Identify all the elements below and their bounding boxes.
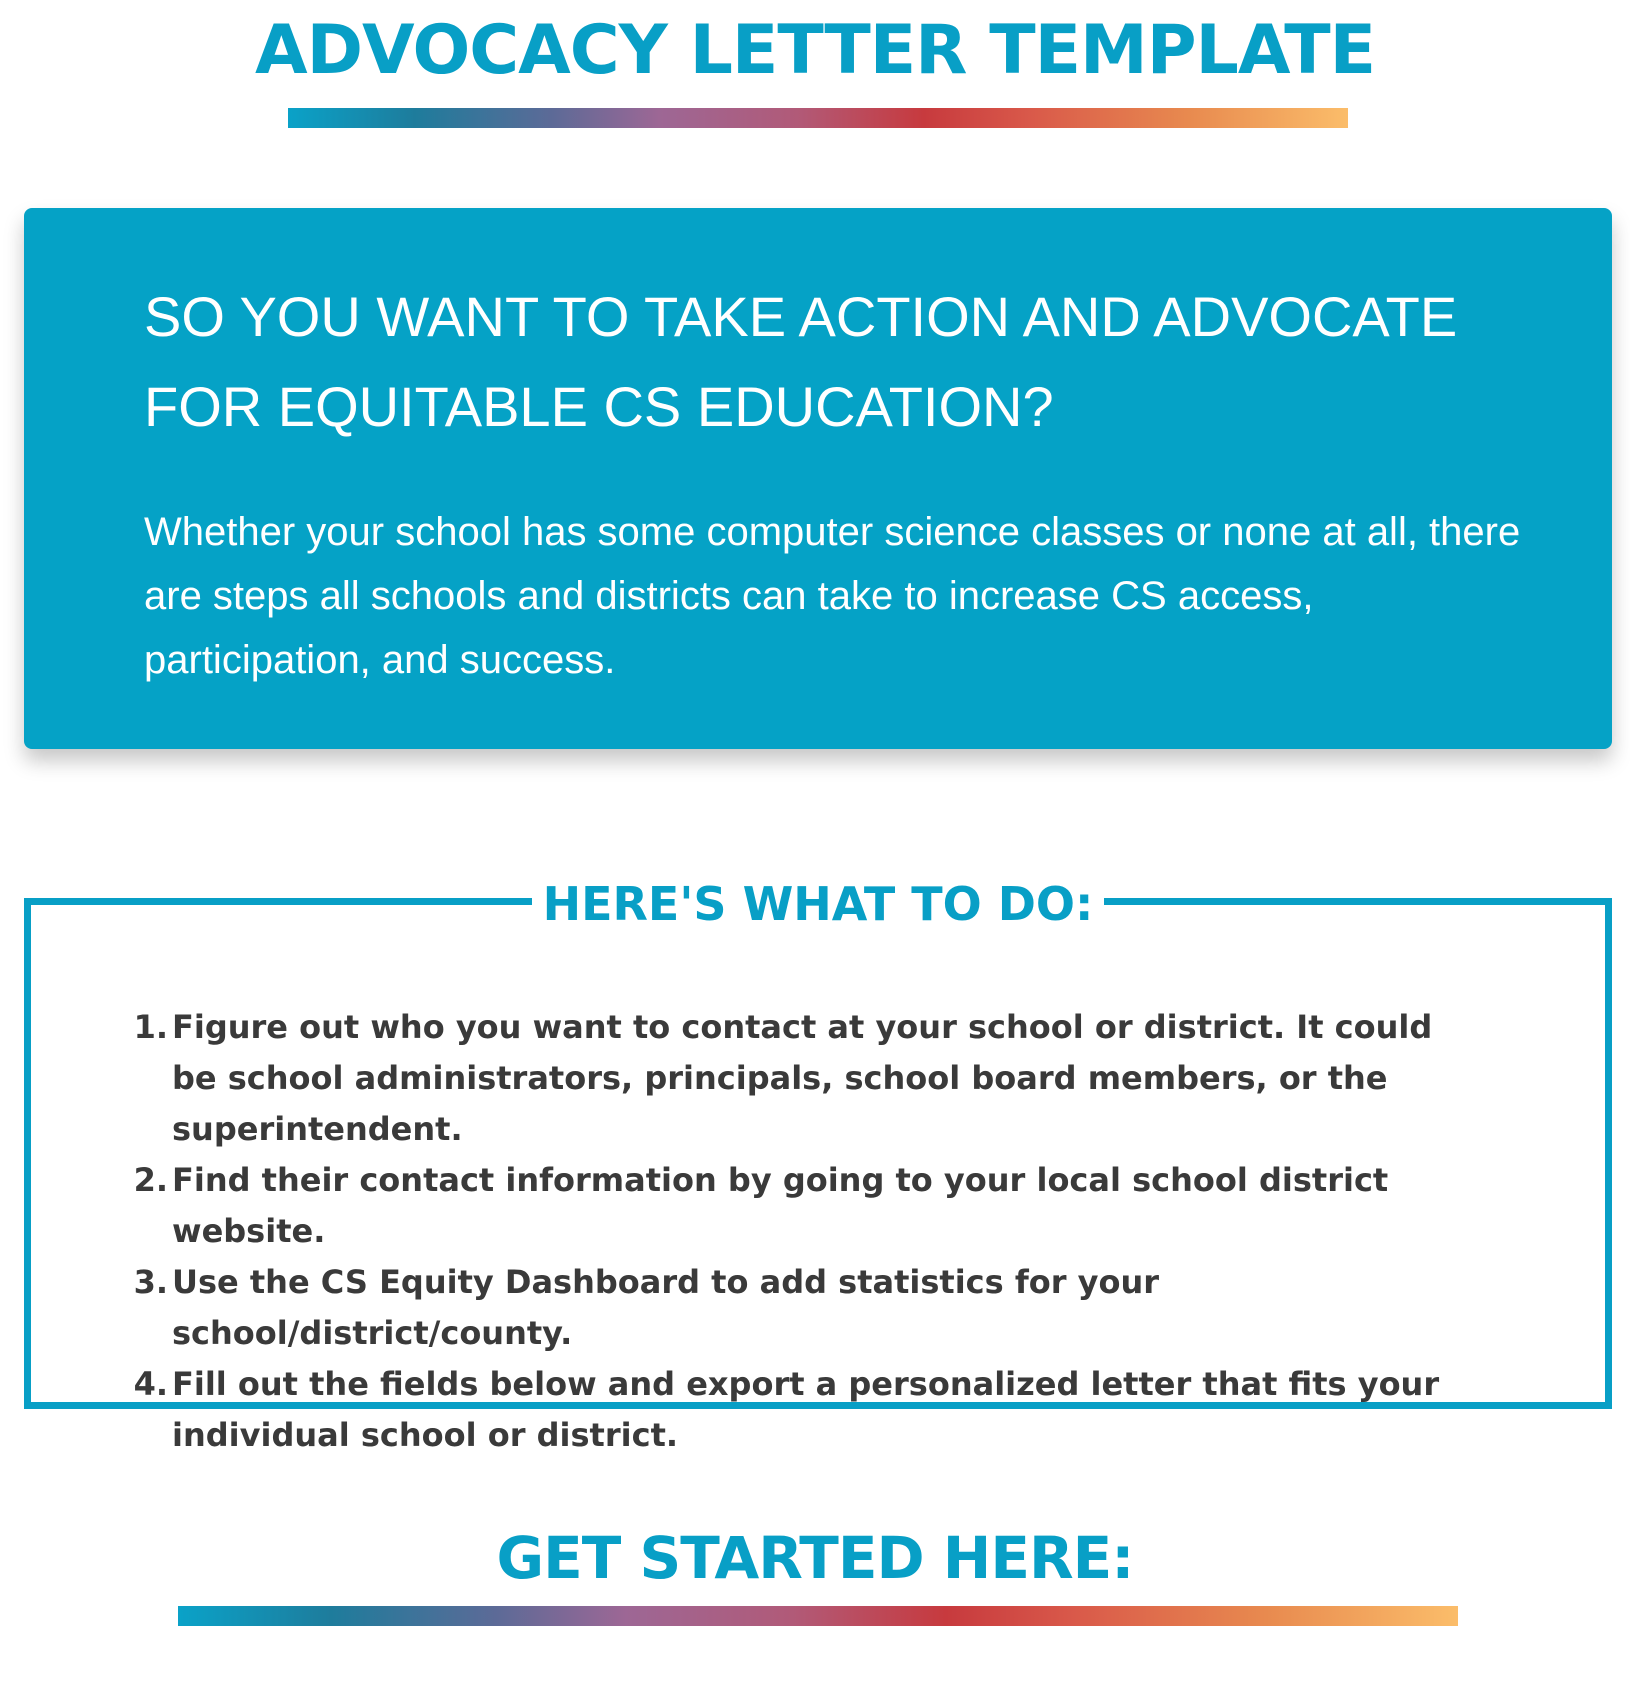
page-title: ADVOCACY LETTER TEMPLATE [254,11,1376,90]
step-item [133,1257,1472,1359]
step-item [133,1359,1472,1461]
get-started-heading: GET STARTED HERE: [496,1524,1134,1592]
intro-card [24,208,1612,749]
steps-heading: HERE'S WHAT TO DO: [542,877,1094,931]
step-text: Fill out the fields below and export a personalized letter that fits your individual school or district. [172,1365,1440,1454]
step-number: 3. [133,1263,168,1301]
step-number: 2. [133,1161,168,1199]
steps-list [133,1002,1472,1461]
step-number: 4. [133,1365,168,1403]
intro-heading: SO YOU WANT TO TAKE ACTION AND ADVOCATE FOR EQUITABLE CS EDUCATION? [144,285,1458,438]
title-gradient-divider [288,108,1348,128]
step-item [133,1155,1472,1257]
step-text: Find their contact information by going to your local school district website. [172,1161,1389,1250]
step-text: Use the CS Equity Dashboard to add statistics for your school/district/county. [172,1263,1160,1352]
step-item [133,1002,1472,1155]
intro-text: Whether your school has some computer science classes or none at all, there are steps all schools and districts can take to increase CS access, participation, and success. [144,510,1521,682]
get-started-gradient-divider [178,1606,1458,1626]
step-number: 1. [133,1008,168,1046]
step-text: Figure out who you want to contact at your school or district. It could be school administrators, principals, school board members, or the superintendent. [172,1008,1433,1148]
